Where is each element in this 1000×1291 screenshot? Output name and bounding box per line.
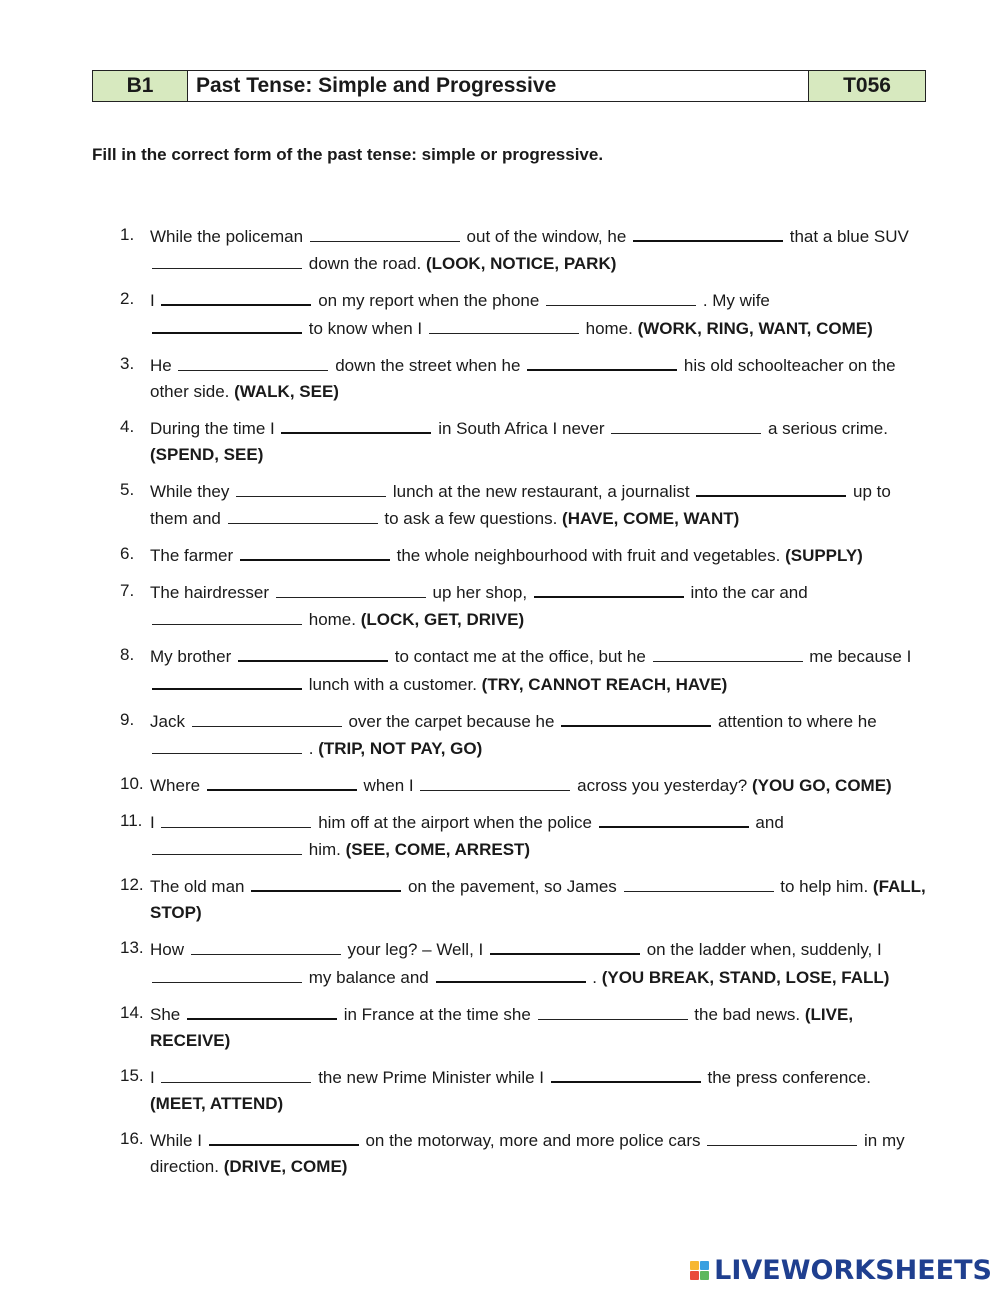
answer-blank[interactable]	[611, 415, 761, 434]
sentence-text: a serious crime.	[768, 419, 888, 438]
exercise-item	[120, 935, 928, 991]
answer-blank[interactable]	[561, 707, 711, 727]
sentence-text: Where	[150, 776, 201, 795]
sentence-text: lunch at the new restaurant, a journalist	[392, 482, 690, 501]
answer-blank[interactable]	[490, 935, 640, 955]
sentence-text: on my report when the phone	[318, 291, 540, 310]
exercise-number: 13.	[120, 938, 144, 957]
sentence-text: that a blue SUV	[789, 227, 909, 246]
worksheet-code: T056	[809, 71, 926, 102]
sentence-text: my balance and	[308, 968, 429, 987]
sentence-text: The farmer	[150, 546, 234, 565]
answer-blank[interactable]	[276, 579, 426, 598]
exercise-item	[120, 808, 928, 863]
sentence-text: .	[592, 968, 597, 987]
verb-hint: (SEE, COME, ARREST)	[345, 840, 531, 859]
answer-blank[interactable]	[527, 351, 677, 371]
answer-blank[interactable]	[161, 286, 311, 306]
sentence-text: to know when I	[308, 319, 423, 338]
worksheet-header	[92, 70, 926, 102]
exercise-item	[120, 1126, 928, 1180]
sentence-text: him.	[308, 840, 341, 859]
sentence-text: While they	[150, 482, 230, 501]
sentence-text: your leg? – Well, I	[347, 940, 484, 959]
exercise-item	[120, 872, 928, 926]
sentence-text: I	[150, 813, 155, 832]
sentence-text: the whole neighbourhood with fruit and vegetables.	[396, 546, 781, 565]
sentence-text: to contact me at the office, but he	[394, 647, 646, 666]
worksheet-title: Past Tense: Simple and Progressive	[188, 71, 809, 102]
sentence-text: to help him.	[780, 877, 869, 896]
exercise-number: 2.	[120, 289, 135, 308]
sentence-text: in my direction.	[150, 1131, 905, 1176]
exercise-item	[120, 286, 928, 342]
exercise-number: 11.	[120, 811, 143, 830]
sentence-text: on the pavement, so James	[407, 877, 617, 896]
sentence-text: his old schoolteacher on the other side.	[150, 356, 896, 401]
verb-hint: (WALK, SEE)	[234, 382, 339, 401]
sentence-text: the new Prime Minister while I	[318, 1068, 545, 1087]
verb-hint: (LOOK, NOTICE, PARK)	[425, 254, 617, 273]
answer-blank[interactable]	[152, 606, 302, 625]
sentence-text: when I	[363, 776, 414, 795]
answer-blank[interactable]	[436, 963, 586, 983]
exercise-item	[120, 541, 928, 569]
sentence-text: I	[150, 1068, 155, 1087]
verb-hint: (SPEND, SEE)	[150, 445, 264, 464]
answer-blank[interactable]	[187, 1000, 337, 1020]
sentence-text: down the street when he	[335, 356, 521, 375]
exercise-list	[120, 222, 928, 1189]
answer-blank[interactable]	[281, 414, 431, 434]
exercise-number: 16.	[120, 1129, 144, 1148]
sentence-text: up her shop,	[432, 583, 528, 602]
verb-hint: (LOCK, GET, DRIVE)	[360, 610, 525, 629]
verb-hint: (YOU BREAK, STAND, LOSE, FALL)	[601, 968, 890, 987]
sentence-text: I	[150, 291, 155, 310]
exercise-item	[120, 414, 928, 468]
exercise-number: 14.	[120, 1003, 144, 1022]
answer-blank[interactable]	[251, 872, 401, 892]
sentence-text: him off at the airport when the police	[318, 813, 592, 832]
sentence-text: across you yesterday?	[577, 776, 748, 795]
logo-text: LIVEWORKSHEETS	[714, 1255, 992, 1286]
sentence-text: over the carpet because he	[348, 712, 555, 731]
sentence-text: home.	[585, 319, 633, 338]
sentence-text: the press conference.	[707, 1068, 871, 1087]
exercise-item	[120, 477, 928, 532]
sentence-text: down the road.	[308, 254, 422, 273]
sentence-text: He	[150, 356, 172, 375]
sentence-text: up to them and	[150, 482, 891, 528]
sentence-text: The hairdresser	[150, 583, 270, 602]
answer-blank[interactable]	[310, 223, 460, 242]
answer-blank[interactable]	[696, 477, 846, 497]
sentence-text: The old man	[150, 877, 245, 896]
verb-hint: (HAVE, COME, WANT)	[562, 509, 740, 528]
verb-hint: (MEET, ATTEND)	[150, 1094, 284, 1113]
answer-blank[interactable]	[707, 1127, 857, 1146]
sentence-text: into the car and	[690, 583, 808, 602]
answer-blank[interactable]	[653, 643, 803, 662]
answer-blank[interactable]	[152, 250, 302, 269]
answer-blank[interactable]	[238, 642, 388, 662]
exercise-item	[120, 222, 928, 277]
answer-blank[interactable]	[161, 809, 311, 828]
verb-hint: (LIVE, RECEIVE)	[150, 1005, 854, 1050]
sentence-text: home.	[308, 610, 356, 629]
liveworksheets-logo	[690, 1255, 992, 1286]
answer-blank[interactable]	[633, 222, 783, 242]
answer-blank[interactable]	[209, 1126, 359, 1146]
sentence-text: While I	[150, 1131, 202, 1150]
sentence-text: the bad news.	[694, 1005, 801, 1024]
answer-blank[interactable]	[152, 836, 302, 855]
exercise-number: 5.	[120, 480, 135, 499]
exercise-item	[120, 1063, 928, 1117]
sentence-text: Jack	[150, 712, 185, 731]
exercise-number: 8.	[120, 645, 135, 664]
sentence-text: How	[150, 940, 185, 959]
verb-hint: (TRIP, NOT PAY, GO)	[318, 739, 483, 758]
answer-blank[interactable]	[152, 735, 302, 754]
answer-blank[interactable]	[546, 287, 696, 306]
sentence-text: attention to where he	[717, 712, 877, 731]
sentence-text: While the policeman	[150, 227, 304, 246]
answer-blank[interactable]	[534, 578, 684, 598]
answer-blank[interactable]	[161, 1064, 311, 1083]
logo-icon	[690, 1261, 709, 1280]
exercise-number: 3.	[120, 354, 135, 373]
answer-blank[interactable]	[236, 478, 386, 497]
answer-blank[interactable]	[152, 964, 302, 983]
answer-blank[interactable]	[191, 936, 341, 955]
exercise-item	[120, 642, 928, 698]
sentence-text: in France at the time she	[343, 1005, 531, 1024]
verb-hint: (DRIVE, COME)	[223, 1157, 348, 1176]
verb-hint: (TRY, CANNOT REACH, HAVE)	[481, 675, 728, 694]
sentence-text: to ask a few questions.	[384, 509, 558, 528]
exercise-number: 15.	[120, 1066, 144, 1085]
answer-blank[interactable]	[420, 772, 570, 791]
exercise-item	[120, 707, 928, 762]
sentence-text: .	[308, 739, 314, 758]
exercise-number: 7.	[120, 581, 135, 600]
sentence-text: During the time I	[150, 419, 275, 438]
exercise-number: 4.	[120, 417, 135, 436]
level-cell: B1	[93, 71, 188, 102]
answer-blank[interactable]	[192, 708, 342, 727]
answer-blank[interactable]	[429, 315, 579, 334]
verb-hint: (SUPPLY)	[785, 546, 863, 565]
verb-hint: (WORK, RING, WANT, COME)	[637, 319, 873, 338]
sentence-text: She	[150, 1005, 181, 1024]
exercise-number: 12.	[120, 875, 144, 894]
answer-blank[interactable]	[538, 1001, 688, 1020]
sentence-text: lunch with a customer.	[308, 675, 477, 694]
exercise-item	[120, 771, 928, 799]
exercise-item	[120, 578, 928, 633]
sentence-text: and	[755, 813, 784, 832]
exercise-number: 1.	[120, 225, 135, 244]
exercise-item	[120, 1000, 928, 1054]
exercise-number: 6.	[120, 544, 135, 563]
sentence-text: on the ladder when, suddenly, I	[646, 940, 882, 959]
answer-blank[interactable]	[178, 352, 328, 371]
verb-hint: (YOU GO, COME)	[751, 776, 892, 795]
answer-blank[interactable]	[551, 1063, 701, 1083]
answer-blank[interactable]	[207, 771, 357, 791]
exercise-number: 9.	[120, 710, 135, 729]
answer-blank[interactable]	[228, 505, 378, 524]
sentence-text: on the motorway, more and more police cars	[365, 1131, 701, 1150]
exercise-number: 10.	[120, 774, 144, 793]
answer-blank[interactable]	[240, 541, 390, 561]
sentence-text: My brother	[150, 647, 232, 666]
sentence-text: . My wife	[702, 291, 770, 310]
sentence-text: out of the window, he	[466, 227, 627, 246]
answer-blank[interactable]	[152, 314, 302, 334]
sentence-text: in South Africa I never	[438, 419, 605, 438]
instructions: Fill in the correct form of the past tense: simple or progressive.	[92, 145, 604, 164]
answer-blank[interactable]	[624, 873, 774, 892]
answer-blank[interactable]	[599, 808, 749, 828]
sentence-text: me because I	[809, 647, 912, 666]
exercise-item	[120, 351, 928, 405]
verb-hint: (FALL, STOP)	[150, 877, 926, 922]
answer-blank[interactable]	[152, 670, 302, 690]
